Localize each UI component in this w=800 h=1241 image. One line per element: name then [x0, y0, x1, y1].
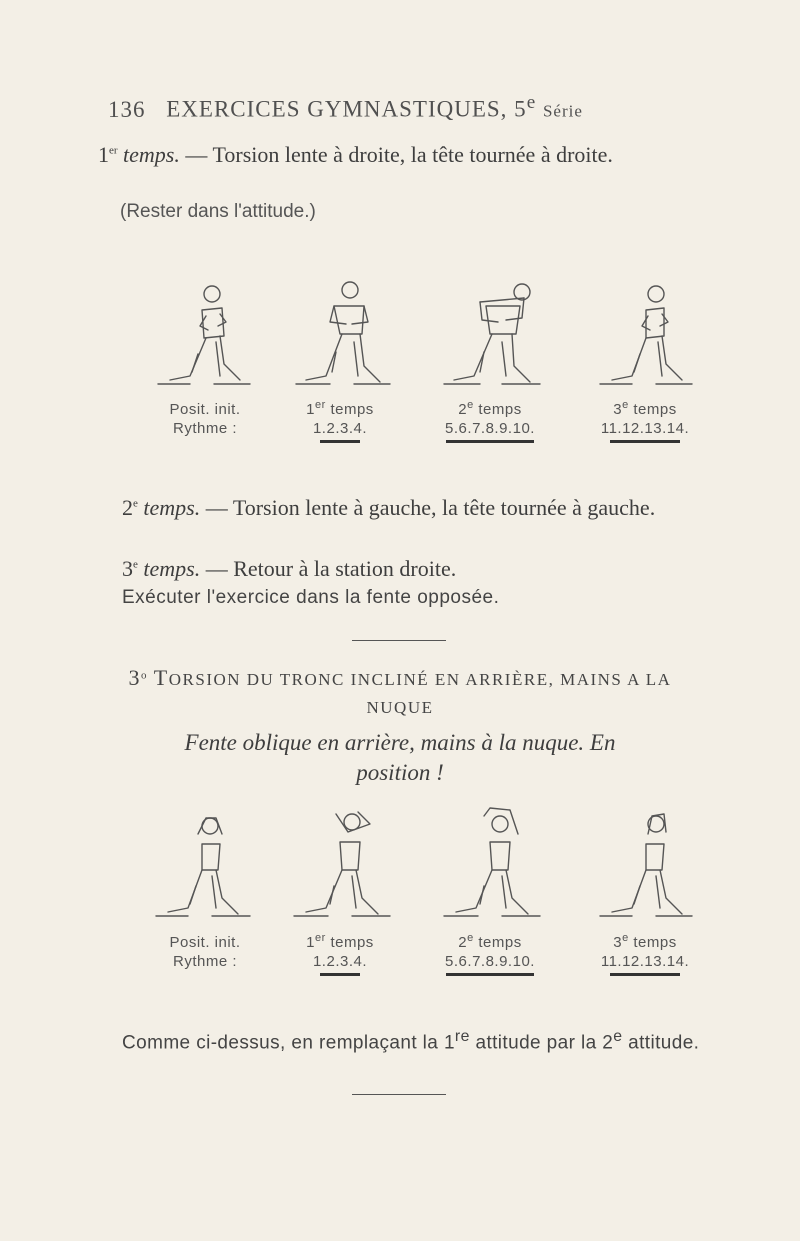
header-title: EXERCICES GYMNASTIQUES, 5 — [166, 96, 527, 122]
figure-temps-1 — [290, 804, 400, 924]
page-number: 136 — [108, 96, 146, 122]
caption-num: 3 — [613, 934, 623, 951]
subtitle-line1: Fente oblique en arrière, mains à la nuque. En — [184, 730, 616, 755]
temps-2-text: — Torsion lente à gauche, la tête tournée à gauche. — [200, 495, 656, 520]
caption-word: temps — [473, 401, 522, 418]
caption-temps-1 — [280, 933, 400, 976]
caption-sup: e — [467, 399, 474, 411]
temps-1-sup: er — [109, 144, 118, 157]
divider — [352, 1094, 446, 1095]
figure-posit-init — [150, 804, 260, 924]
execute-instruction: Exécuter l'exercice dans la fente opposée. — [122, 587, 500, 608]
figure-row-2 — [150, 804, 710, 924]
temps-3-num: 3 — [122, 556, 133, 581]
figure-temps-1 — [290, 272, 400, 392]
figure-temps-2 — [440, 804, 550, 924]
temps-3-text: — Retour à la station droite. — [200, 556, 457, 581]
section-heading — [40, 664, 760, 722]
closing-before: Comme ci-dessus, en remplaçant la 1 — [122, 1032, 455, 1054]
temps-1-word: temps. — [123, 142, 180, 167]
caption-line2: 11.12.13.14. — [600, 420, 690, 437]
temps-1-num: 1 — [98, 142, 109, 167]
temps-3-word: temps. — [143, 556, 201, 581]
header-serie: Série — [542, 101, 583, 121]
duration-bar — [610, 440, 680, 443]
temps-3-sup: e — [133, 558, 138, 571]
caption-temps-1 — [280, 400, 400, 443]
duration-bar — [446, 973, 534, 976]
temps-3-paragraph — [122, 554, 722, 584]
caption-sup: er — [315, 399, 326, 411]
figure-row-1 — [150, 272, 710, 392]
caption-line1: Posit. init. — [169, 401, 241, 418]
caption-sup: er — [315, 932, 326, 944]
caption-temps-2 — [420, 400, 560, 443]
caption-num: 2 — [458, 401, 468, 418]
caption-line2: 11.12.13.14. — [600, 953, 690, 970]
running-header — [108, 92, 708, 123]
closing-sup-2: e — [613, 1028, 623, 1045]
caption-line2: Rythme : — [172, 953, 237, 970]
caption-line2: 5.6.7.8.9.10. — [445, 953, 535, 970]
caption-line2: 1.2.3.4. — [312, 953, 368, 970]
caption-word: temps — [325, 934, 374, 951]
closing-mid: attitude par la 2 — [469, 1032, 614, 1054]
caption-sup: e — [467, 932, 474, 944]
caption-num: 1 — [306, 934, 316, 951]
temps-2-sup: e — [133, 497, 138, 510]
caption-sup: e — [622, 932, 629, 944]
duration-bar — [320, 440, 360, 443]
caption-posit-init — [150, 400, 260, 438]
duration-bar — [610, 973, 680, 976]
header-title-sup: e — [526, 92, 537, 113]
caption-num: 2 — [458, 934, 468, 951]
closing-sup-1: re — [454, 1028, 470, 1045]
caption-word: temps — [325, 401, 374, 418]
caption-line2: 5.6.7.8.9.10. — [445, 420, 535, 437]
divider — [352, 640, 446, 641]
gymnast-figure — [150, 272, 260, 392]
caption-posit-init — [150, 933, 260, 971]
closing-paragraph — [98, 1023, 718, 1057]
gymnast-figure — [440, 804, 550, 924]
subtitle-line2: position ! — [356, 760, 444, 785]
caption-word: temps — [628, 934, 677, 951]
caption-line2: 1.2.3.4. — [312, 420, 368, 437]
section-title-line1: ORSION DU TRONC INCLINÉ EN ARRIÈRE, MAINS A LA — [168, 670, 672, 689]
temps-2-paragraph — [98, 493, 718, 523]
caption-num: 3 — [613, 401, 623, 418]
section-title-first: T — [153, 665, 169, 690]
caption-word: temps — [628, 401, 677, 418]
temps-1-paragraph — [98, 140, 718, 170]
duration-bar — [446, 440, 534, 443]
caption-num: 1 — [306, 401, 316, 418]
section-title-line2: NUQUE — [366, 698, 434, 717]
attitude-note: (Rester dans l'attitude.) — [120, 201, 316, 222]
section-subtitle — [40, 728, 760, 788]
gymnast-figure — [290, 804, 400, 924]
figure-temps-3 — [590, 804, 700, 924]
caption-temps-3 — [580, 400, 710, 443]
gymnast-figure — [440, 272, 550, 392]
caption-temps-2 — [420, 933, 560, 976]
caption-word: temps — [473, 934, 522, 951]
gymnast-figure — [290, 272, 400, 392]
temps-1-text: — Torsion lente à droite, la tête tournée à droite. — [179, 142, 613, 167]
figure-temps-2 — [440, 272, 550, 392]
section-num: 3 — [128, 665, 142, 690]
caption-sup: e — [622, 399, 629, 411]
gymnast-figure — [590, 272, 700, 392]
gymnast-figure — [150, 804, 260, 924]
caption-temps-3 — [580, 933, 710, 976]
temps-2-num: 2 — [122, 495, 133, 520]
gymnast-figure — [590, 804, 700, 924]
caption-line2: Rythme : — [172, 420, 237, 437]
closing-after: attitude. — [622, 1032, 700, 1054]
temps-2-word: temps. — [143, 495, 201, 520]
duration-bar — [320, 973, 360, 976]
caption-line1: Posit. init. — [169, 934, 241, 951]
figure-posit-init — [150, 272, 260, 392]
section-sup: o — [141, 669, 149, 682]
figure-temps-3 — [590, 272, 700, 392]
